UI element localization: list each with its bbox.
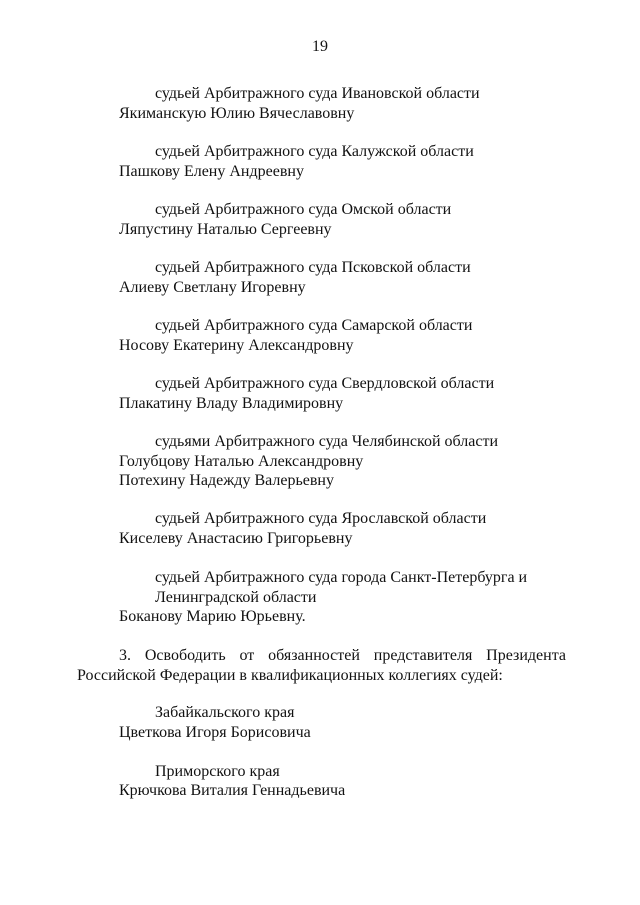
paragraph-3-line-2: Российской Федерации в квалификационных коллегиях судей: <box>77 667 503 684</box>
appointment-name: Алиеву Светлану Игоревну <box>119 279 306 296</box>
appointment-name: Плакатину Владу Владимировну <box>119 395 344 412</box>
appointment-court-line: судьей Арбитражного суда Псковской области <box>155 259 471 276</box>
appointment-court-line: судьей Арбитражного суда Калужской области <box>155 143 474 160</box>
appointment-court-line: судьей Арбитражного суда Свердловской области <box>155 375 495 392</box>
appointment-court-line: судьей Арбитражного суда Ярославской области <box>155 510 487 527</box>
paragraph-3-line-1: 3. Освободить от обязанностей представителя Президента <box>119 647 566 664</box>
appointment-name: Потехину Надежду Валерьевну <box>119 472 334 489</box>
appointment-court-line: судьей Арбитражного суда Ивановской области <box>155 85 480 102</box>
appointment-name: Киселеву Анастасию Григорьевну <box>119 530 353 547</box>
appointment-name: Ляпустину Наталью Сергеевну <box>119 221 332 238</box>
appointment-court-line: Ленинградской области <box>155 589 317 606</box>
release-region: Приморского края <box>155 763 280 780</box>
appointment-court-line: судьей Арбитражного суда Омской области <box>155 201 452 218</box>
appointment-name: Голубцову Наталью Александровну <box>119 453 364 470</box>
appointment-name: Носову Екатерину Александровну <box>119 337 354 354</box>
appointment-court-line: судьями Арбитражного суда Челябинской области <box>155 433 499 450</box>
appointment-name: Боканову Марию Юрьевну. <box>119 608 306 625</box>
appointment-name: Якиманскую Юлию Вячеславовну <box>119 105 355 122</box>
appointment-court-line: судьей Арбитражного суда Самарской области <box>155 317 473 334</box>
appointment-name: Пашкову Елену Андреевну <box>119 163 304 180</box>
release-name: Цветкова Игоря Борисовича <box>119 724 311 741</box>
appointment-court-line: судьей Арбитражного суда города Санкт-Петербурга и <box>155 569 528 586</box>
release-name: Крючкова Виталия Геннадьевича <box>119 782 346 799</box>
release-region: Забайкальского края <box>155 704 295 721</box>
page-number: 19 <box>312 38 328 55</box>
